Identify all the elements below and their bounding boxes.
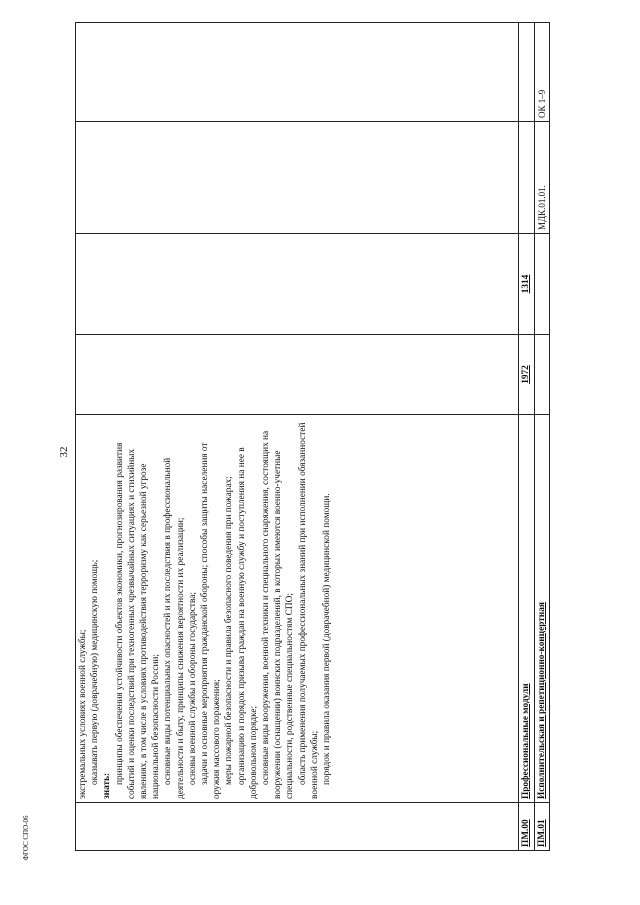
table-row-pm01 xyxy=(534,23,550,851)
total-hours-cell xyxy=(76,335,519,415)
pm00-code: ПМ.00 xyxy=(519,803,534,851)
competence-text xyxy=(77,418,333,799)
page-number: 32 xyxy=(58,446,70,458)
content-line: знать: xyxy=(102,772,113,799)
content-line: задачи и основные мероприятия гражданской обороны; способы защиты населения от оружия массового поражения; xyxy=(200,442,223,799)
content-line: область применения получаемых профессиональных знаний при исполнении обязанностей военной службы; xyxy=(297,422,320,799)
content-line: основные виды потенциальных опасностей и их последствия в профессиональной деятельности и быту, принципы снижения вероятности их реализации; xyxy=(163,457,186,799)
pm00-ok xyxy=(519,23,534,122)
table-row xyxy=(76,23,519,851)
ok-cell xyxy=(76,23,519,122)
pm00-hours: 1314 xyxy=(519,234,534,335)
table-row-pm00 xyxy=(519,23,534,851)
curriculum-table xyxy=(75,22,550,851)
content-line: основные виды вооружения, военной техники и специального снаряжения, состоящих на вооружении (оснащении) воинских подразделений, в которых имеются военно-учетные специальности, родственные специальностям СПО; xyxy=(261,430,296,799)
pm01-mdk: МДК.01.01. xyxy=(534,122,550,234)
hours-cell xyxy=(76,234,519,335)
rotated-table-frame xyxy=(75,23,550,851)
content-line: оказывать первую (доврачебную) медицинскую помощь; xyxy=(90,559,101,785)
pm01-title: Исполнительская и репетиционно-концертная xyxy=(534,415,550,803)
footer-text: ФГОС СПО-06 xyxy=(22,815,30,861)
pm01-hours xyxy=(534,234,550,335)
content-line: организацию и порядок призыва граждан на военную службу и поступления на нее в добровольном порядке; xyxy=(236,447,259,799)
content-line: меры пожарной безопасности и правила безопасного поведения при пожарах; xyxy=(224,476,235,785)
pm01-ok: ОК 1–9 xyxy=(534,23,550,122)
mdk-cell xyxy=(76,122,519,234)
pm00-mdk xyxy=(519,122,534,234)
pm00-total: 1972 xyxy=(519,335,534,415)
pm00-title: Профессиональные модули xyxy=(519,415,534,803)
content-line: порядок и правила оказания первой (доврачебной) медицинской помощи. xyxy=(322,493,333,785)
content-line: экстремальных условиях военной службы; xyxy=(78,629,88,799)
content-line: принципы обеспечения устойчивости объектов экономики, прогнозирования развития событий и оценки последствий при техногенных чрезвычайных ситуациях и стихийных явлениях, в том числе в условиях противодействия терроризму как серьезной угрозе национальной безопасности России; xyxy=(114,442,162,799)
content-line: основы военной службы и обороны государства; xyxy=(187,592,198,785)
competence-text-cell xyxy=(76,415,519,803)
code-cell xyxy=(76,803,519,851)
pm01-code: ПМ.01 xyxy=(534,803,550,851)
pm01-total xyxy=(534,335,550,415)
